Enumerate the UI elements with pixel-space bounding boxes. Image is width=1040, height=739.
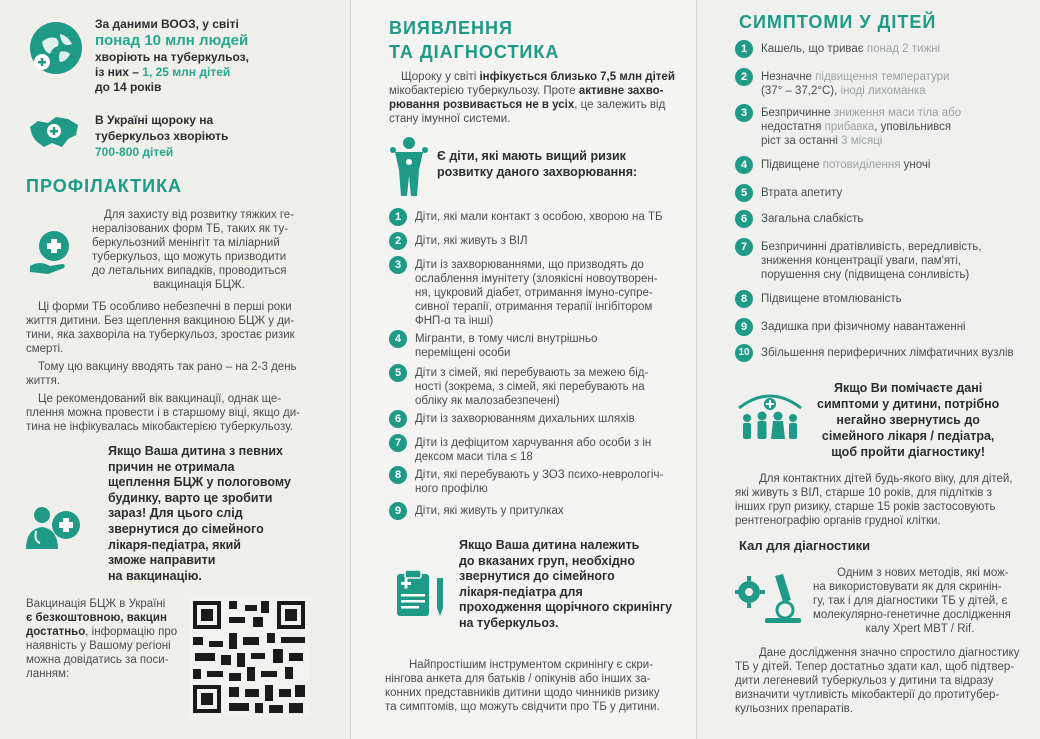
symptom-number: 9 — [735, 318, 753, 336]
symptom-item: Безпричинні дратівливість, вередливість, зниження концентрації уваги, пам'яті, порушення сну (підвищена сонливість) — [761, 241, 982, 281]
symptom-item: Незначне підвищення температури (37° – 37,2°С), іноді лихоманка — [761, 71, 950, 97]
clipboard-icon — [393, 568, 449, 625]
family-icon — [735, 388, 805, 447]
stat-world: За даними ВООЗ, у світі понад 10 млн людей хворіють на туберкульоз, із них – 1, 25 млн дітей до 14 років — [95, 17, 249, 94]
symptom-item: Підвищене потовиділення уночі — [761, 159, 931, 171]
symptom-number: 3 — [735, 104, 753, 122]
contacts-para: Для контактних дітей будь-якого віку, для дітей, які живуть з ВІЛ, старше 10 років, для підлітків з інших груп ризику, старше 15 років застосовують рентгенографію органів грудної клітки. — [735, 473, 1013, 527]
symptom-item: Загальна слабкість — [761, 213, 864, 225]
para-risk: Ці форми ТБ особливо небезпечні в перші роки життя дитини. Без щеплення вакциною БЦЖ у ди- тини, яка захворіла на туберкульоз, зростає ризик смерті. — [26, 301, 295, 355]
person-risk-icon — [389, 136, 429, 203]
symptom-item: Підвищене втомлюваність — [761, 293, 902, 305]
risk-item: Діти із захворюванням дихальних шляхів — [415, 413, 635, 425]
screening-footer: Найпростішим інструментом скринінгу є скри- нінгова анкета для батьків / опікунів або інших за- конних представників дитини щодо чинників ризику та симптомів, що можуть свідчити про ТБ у дитини. — [385, 659, 660, 713]
symptom-item: Збільшення периферичних лімфатичних вузлів — [761, 347, 1014, 359]
risk-item: Діти, які живуть у притулках — [415, 505, 564, 517]
microscope-icon — [735, 570, 803, 631]
stool-footer: Дане дослідження значно спростило діагностику ТБ у дітей. Тепер достатньо здати кал, щоб підтвер- дити легеневий туберкульоз у дитини та відразу визначити чутливість мікобактерії до протитубер- кульозних препаратів. — [735, 647, 1020, 715]
stat-ukraine: В Україні щороку на туберкульоз хворіють 700-800 дітей — [95, 113, 229, 159]
symptom-number: 8 — [735, 290, 753, 308]
symptom-item: Безпричинне зниження маси тіла або недостатня прибавка, уповільнився ріст за останні 3 місяці — [761, 107, 962, 147]
risk-number: 9 — [389, 502, 407, 520]
panel-symptoms — [696, 0, 1040, 739]
bcg-footer: Вакцинація БЦЖ в Україні є безкоштовною, вакцин достатньо, інформацію про наявність у Вашому регіоні можна довідатись за поси- ланням: — [26, 598, 178, 680]
risk-number: 6 — [389, 410, 407, 428]
diagnostics-intro: Щороку у світі інфікується близько 7,5 млн дітей мікобактерією туберкульозу. Проте активне захво- рювання розвивається не в усіх, це залежить від стану імунної системи. — [389, 71, 675, 125]
risk-number: 3 — [389, 256, 407, 274]
symptom-number: 1 — [735, 40, 753, 58]
symptom-number: 5 — [735, 184, 753, 202]
doctor-icon — [22, 505, 86, 558]
symptoms-title: СИМПТОМИ У ДІТЕЙ — [739, 12, 937, 32]
symptoms-callout: Якщо Ви помічаєте дані симптоми у дитини, потрібно негайно звернутись до сімейного лікаря / педіатра, щоб пройти діагностику! — [817, 381, 1000, 459]
panel-diagnostics — [350, 0, 696, 739]
stool-title: Кал для діагностики — [739, 538, 871, 553]
stool-para: Одним з нових методів, які мож- на використовувати як для скринін- гу, так і для діагностики ТБ у дітей, є молекулярно-генетичне дослідження калу Xpert MBT / Rif. — [813, 567, 1011, 635]
qr-code[interactable] — [189, 597, 309, 717]
risk-item: Діти із дефіцитом харчування або особи з ін дексом маси тіла ≤ 18 — [415, 437, 652, 463]
symptom-number: 10 — [735, 344, 753, 362]
para-age: Це рекомендований вік вакцинації, однак ще- плення можна провести і в старшому віці, якщо ди- тина не інфікувалась мікобактерією туберкульозу. — [26, 393, 300, 433]
panel-stats-prevention — [0, 0, 350, 739]
symptom-number: 7 — [735, 238, 753, 256]
risk-item: Діти, які перебувають у ЗОЗ психо-неврологіч- ного профілю — [415, 469, 664, 495]
risk-number: 5 — [389, 364, 407, 382]
hand-cross-icon — [28, 226, 76, 274]
symptom-number: 2 — [735, 68, 753, 86]
bcg-callout: Якщо Ваша дитина з певних причин не отримала щеплення БЦЖ у пологовому будинку, варто це зробити зараз! Для цього слід звернутися до сімейного лікаря-педіатра, який зможе направити на вакцинацію. — [108, 444, 291, 583]
ukraine-map-icon — [26, 113, 82, 158]
symptom-item: Кашель, що триває понад 2 тижні — [761, 43, 941, 55]
screening-callout: Якщо Ваша дитина належить до вказаних груп, необхідно звернутися до сімейного лікаря-педіатра для проходження щорічного скринінгу на туберкульоз. — [459, 538, 673, 630]
risk-number: 1 — [389, 208, 407, 226]
para-early: Тому цю вакцину вводять так рано – на 2-3 день життя. — [26, 361, 297, 387]
globe-icon — [30, 22, 82, 74]
risk-heading: Є діти, які мають вищий ризик розвитку даного захворювання: — [437, 149, 638, 179]
symptom-item: Задишка при фізичному навантаженні — [761, 321, 966, 333]
prevention-title: ПРОФІЛАКТИКА — [26, 176, 183, 196]
symptom-item: Втрата апетиту — [761, 187, 843, 199]
prevention-intro: Для захисту від розвитку тяжких ге- нералізованих форм ТБ, таких як ту- беркульозний менінгіт та міліарний туберкульоз, що можуть призводити до летальних випадків, проводиться вакцинація БЦЖ. — [92, 209, 295, 291]
diagnostics-title: ВИЯВЛЕННЯ ТА ДІАГНОСТИКА — [389, 18, 560, 62]
risk-item: Мігранти, в тому числі внутрішньо переміщені особи — [415, 333, 598, 359]
risk-number: 7 — [389, 434, 407, 452]
risk-item: Діти, які живуть з ВІЛ — [415, 235, 528, 247]
risk-number: 2 — [389, 232, 407, 250]
risk-item: Діти з сімей, які перебувають за межею бід- ності (зокрема, з сімей, які перебувають на обліку як малозабезпечені) — [415, 367, 649, 407]
symptom-number: 6 — [735, 210, 753, 228]
risk-number: 8 — [389, 466, 407, 484]
risk-item: Діти, які мали контакт з особою, хворою на ТБ — [415, 211, 663, 223]
risk-item: Діти із захворюваннями, що призводять до ослаблення імунітету (злоякісні новоутворен- ня, цукровий діабет, отримання імуно-супре- сивної терапії, отримання терапії інгібітором ФНП-α та інші) — [415, 259, 658, 327]
symptom-number: 4 — [735, 156, 753, 174]
risk-number: 4 — [389, 330, 407, 348]
